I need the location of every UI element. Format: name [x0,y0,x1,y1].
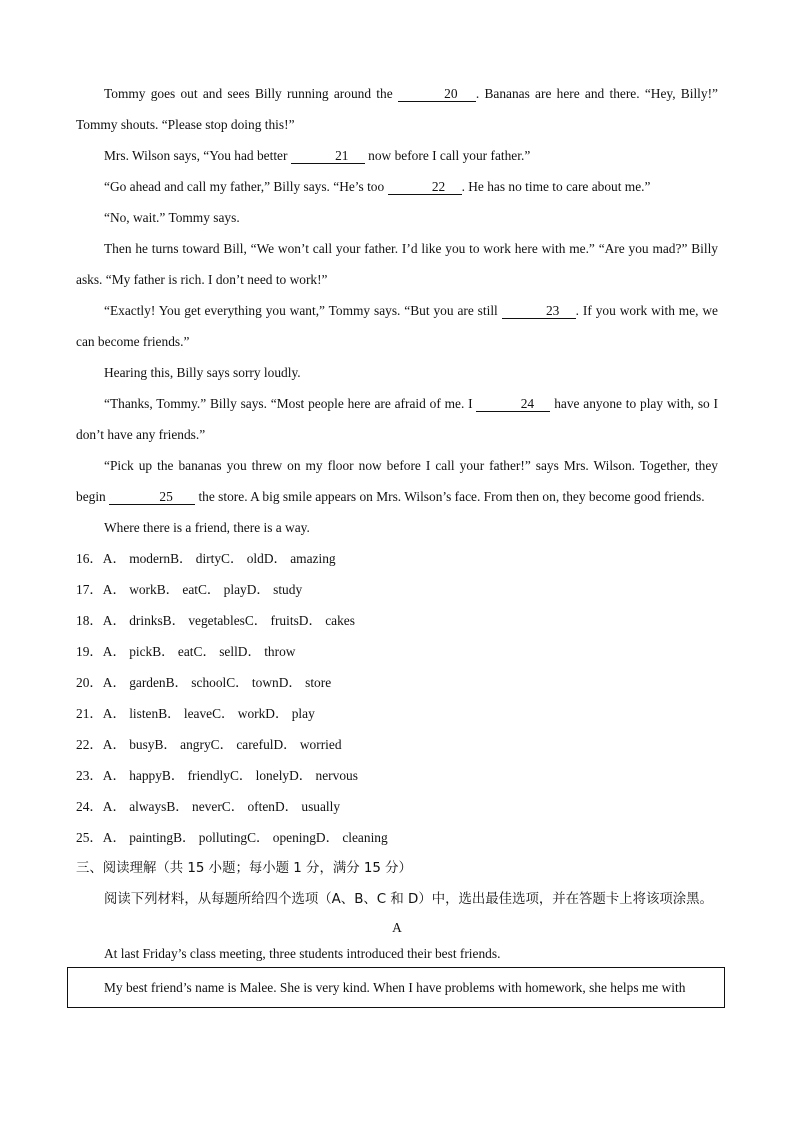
passage-intro: At last Friday’s class meeting, three students introduced their best friends. [104,946,501,961]
blank-22: 22 [388,179,462,195]
text: Tommy goes out and sees Billy running around the [104,86,398,101]
passage-label: A [392,920,402,935]
boxed-passage-wrapper [76,967,718,1013]
option-23: 23．A． happyB． friendlyC． lonelyD． nervous [76,768,358,783]
document-page [76,78,718,1013]
boxed-passage: My best friend’s name is Malee. She is very kind. When I have problems with homework, she helps me with [67,967,725,1008]
text: . He has no time to care about me.” [461,179,651,194]
option-25: 25．A． paintingB． pollutingC． openingD． cleaning [76,830,388,845]
section-instruction: 阅读下列材料，从每题所给四个选项（A、B、C 和 D）中，选出最佳选项，并在答题卡上将该项涂黑。 [104,892,713,907]
option-16: 16．A． modernB． dirtyC． oldD． amazing [76,551,336,566]
story-paragraph-1 [76,78,718,140]
option-21: 21．A． listenB． leaveC． workD． play [76,706,315,721]
story-paragraph-4: “No, wait.” Tommy says. [104,210,240,225]
option-19: 19．A． pickB． eatC． sellD． throw [76,644,296,659]
text: “Pick up the bananas you threw on my floor now before I call your father!” says Mrs. Wilson. Together, they begin [76,458,718,504]
text: . Bananas are here and there. “Hey, Billy!” Tommy shouts. “Please stop doing this!” [76,86,718,132]
text: “Exactly! You get everything you want,” Tommy says. “But you are still [104,303,502,318]
text: . If you work with me, we can become friends.” [76,303,719,349]
story-paragraph-6 [76,295,718,357]
story-paragraph-9 [76,450,718,512]
option-24: 24．A． alwaysB． neverC． oftenD． usually [76,799,341,814]
story-paragraph-7: Hearing this, Billy says sorry loudly. [104,365,301,380]
option-17: 17．A． workB． eatC． playD． study [76,582,303,597]
story-paragraph-2 [76,140,718,171]
option-22: 22．A． busyB． angryC． carefulD． worried [76,737,342,752]
blank-21: 21 [291,148,365,164]
story-paragraph-3 [76,171,718,202]
text: “Thanks, Tommy.” Billy says. “Most people here are afraid of me. I [104,396,477,411]
options-list [76,543,718,853]
story-paragraph-8 [76,388,718,450]
text: have anyone to play with, so I don’t have any friends.” [76,396,719,442]
option-20: 20．A． gardenB． schoolC． townD． store [76,675,332,690]
text: “Go ahead and call my father,” Billy says. “He’s too [104,179,388,194]
story-paragraph-5: Then he turns toward Bill, “We won’t call your father. I’d like you to work here with me.” “Are you mad?” Billy asks. “My father is rich. I don’t need to work!” [76,241,718,287]
option-18: 18．A． drinksB． vegetablesC． fruitsD． cakes [76,613,355,628]
blank-23: 23 [502,303,576,319]
blank-25: 25 [109,489,195,505]
blank-20: 20 [398,86,476,102]
text: Mrs. Wilson says, “You had better [104,148,291,163]
story-paragraph-10: Where there is a friend, there is a way. [104,520,310,535]
text: the store. A big smile appears on Mrs. Wilson’s face. From then on, they become good friends. [195,489,705,504]
section-title: 三、阅读理解（共 15 小题；每小题 1 分，满分 15 分） [76,861,412,876]
text: now before I call your father.” [364,148,531,163]
blank-24: 24 [476,396,550,412]
